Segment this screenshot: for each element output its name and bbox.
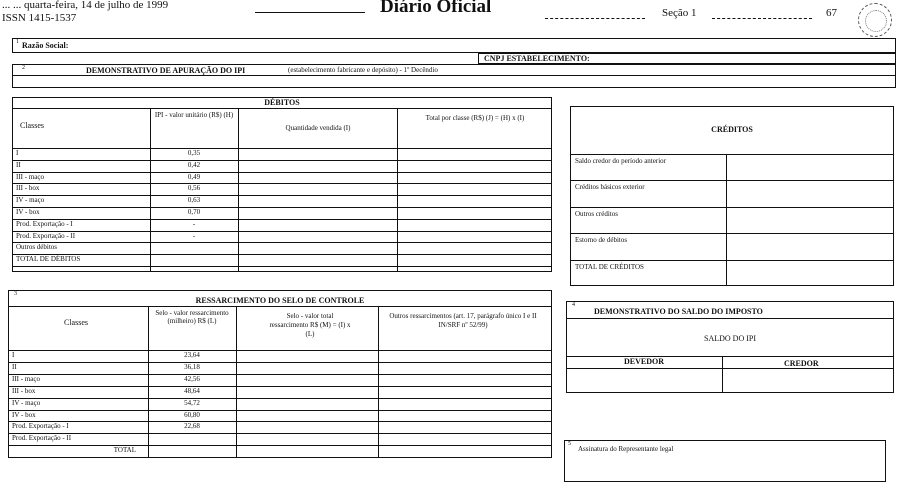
debitos-row-classe: IV - maço <box>16 196 45 205</box>
debitos-row-classe: III - box <box>16 184 40 193</box>
debitos-header-total: Total por classe (R$) (J) = (H) x (I) <box>425 114 525 122</box>
debitos-row-valor: - <box>192 231 196 240</box>
debitos-row-classe: Outros débitos <box>16 243 58 252</box>
debitos-row-classe: TOTAL DE DÉBITOS <box>16 255 81 264</box>
ressarcimento-row-valor: 36,18 <box>184 362 200 371</box>
debitos-row-line <box>12 242 552 243</box>
header-date-line: ... ... quarta-feira, 14 de julho de 1999 <box>2 0 169 11</box>
ressarcimento-row-valor: 54,72 <box>184 398 200 407</box>
debitos-header-quantidade: Quantidade vendida (I) <box>285 124 351 132</box>
creditos-title: CRÉDITOS <box>711 125 753 134</box>
ressarcimento-row-classe: Prod. Exportação - I <box>12 422 69 431</box>
debitos-row-valor: 0,35 <box>187 149 201 157</box>
ressarcimento-row-valor: 48,64 <box>184 386 200 395</box>
creditos-row-label: Créditos básicos exterior <box>575 183 645 192</box>
header-issn: ISSN 1415-1537 <box>2 12 77 24</box>
assinatura-number: 5 <box>568 441 571 447</box>
debitos-row-line <box>12 172 552 173</box>
ressarcimento-row-classe: III - maço <box>12 374 40 383</box>
demonstrativo-subtitle: (estabelecimento fabricante e depósito) - 1º Decêndio <box>288 66 438 74</box>
debitos-row-valor: 0,70 <box>187 208 201 216</box>
demonstrativo-number: 2 <box>22 65 25 71</box>
debitos-row-line <box>12 183 552 184</box>
debitos-row-line <box>12 207 552 208</box>
ressarcimento-header-outros: Outros ressarcimentos (art. 17, parágrafo único I e II IN/SRF nº 52/99) <box>389 312 537 329</box>
creditos-row-label: Estorno de débitos <box>575 236 628 245</box>
header-page-number: 67 <box>826 7 837 19</box>
ressarcimento-header-classes: Classes <box>64 318 88 327</box>
ressarcimento-row-line <box>8 386 552 387</box>
ressarcimento-row-classe: I <box>12 351 15 359</box>
debitos-row-classe: Prod. Exportação - II <box>16 231 76 240</box>
debitos-row-classe: III - maço <box>16 172 44 181</box>
saldo-title: DEMONSTRATIVO DO SALDO DO IMPOSTO <box>594 307 763 316</box>
creditos-row-label: Outros créditos <box>575 209 618 218</box>
debitos-row-line <box>12 160 552 161</box>
ressarcimento-row-valor: 23,64 <box>184 351 200 359</box>
debitos-row-valor: 0,42 <box>187 160 201 169</box>
ressarcimento-row-line <box>8 374 552 375</box>
demonstrativo-band <box>12 76 896 88</box>
debitos-row-classe: I <box>16 149 19 157</box>
creditos-row-line <box>570 260 894 261</box>
header-title: Diário Oficial <box>380 0 492 17</box>
demonstrativo-title: DEMONSTRATIVO DE APURAÇÃO DO IPI <box>86 66 246 75</box>
razao-social-field <box>12 38 896 53</box>
ressarcimento-row-line <box>8 445 552 446</box>
saldo-number: 4 <box>572 302 575 308</box>
razao-social-label: Razão Social: <box>22 41 69 50</box>
header-section: Seção 1 <box>662 7 697 19</box>
ressarcimento-number: 3 <box>14 291 17 297</box>
assinatura-label: Assinatura do Representante legal <box>578 445 674 453</box>
saldo-credor-label: CREDOR <box>784 359 819 368</box>
debitos-row-line <box>12 219 552 220</box>
debitos-row-line <box>12 254 552 255</box>
ressarcimento-row-valor: 22,68 <box>184 422 200 431</box>
ressarcimento-row-line <box>8 398 552 399</box>
creditos-row-label: Saldo credor do período anterior <box>575 157 666 165</box>
debitos-header-classes: Classes <box>20 121 44 130</box>
debitos-row-line <box>12 195 552 196</box>
ressarcimento-row-line <box>8 421 552 422</box>
header-rule-right <box>712 18 812 19</box>
debitos-row-valor: - <box>192 219 196 228</box>
ressarcimento-row-classe: IV - box <box>12 410 36 419</box>
ressarcimento-row-classe: Prod. Exportação - II <box>12 434 72 443</box>
cnpj-label: CNPJ ESTABELECIMENTO: <box>484 54 590 63</box>
debitos-row-valor: 0,63 <box>187 196 201 205</box>
debitos-row-line <box>12 266 552 267</box>
saldo-subtitle: SALDO DO IPI <box>704 334 756 343</box>
ressarcimento-row-line <box>8 362 552 363</box>
creditos-row-label: TOTAL DE CRÉDITOS <box>575 262 644 271</box>
ressarcimento-row-classe: III - box <box>12 386 36 395</box>
ressarcimento-row-line <box>8 433 552 434</box>
ressarcimento-row-valor: 42,56 <box>184 374 200 383</box>
header-rule-mid <box>545 18 645 19</box>
debitos-row-line <box>12 231 552 232</box>
official-seal-icon <box>858 3 892 37</box>
debitos-header-valor: IPI - valor unitário (R$) (H) <box>154 111 234 119</box>
ressarcimento-row-valor: 60,80 <box>184 410 200 419</box>
header-rule-left <box>255 12 365 13</box>
creditos-row-line <box>570 207 894 208</box>
ressarcimento-row-line <box>8 410 552 411</box>
debitos-row-classe: II <box>16 160 21 169</box>
debitos-title: DÉBITOS <box>264 98 300 107</box>
creditos-row-line <box>570 233 894 234</box>
debitos-row-classe: Prod. Exportação - I <box>16 219 73 228</box>
debitos-row-valor: 0,56 <box>187 184 201 193</box>
ressarcimento-row-classe: II <box>12 362 17 371</box>
debitos-row-classe: IV - box <box>16 208 40 216</box>
razao-social-number: 1 <box>16 39 19 45</box>
ressarcimento-header-selo: Selo - valor ressarcimento (milheiro) R$ (L) <box>155 309 229 326</box>
ressarcimento-row-classe: IV - maço <box>12 398 41 407</box>
ressarcimento-header-total: Selo - valor total ressarcimento R$ (M) = (I) x (L) <box>269 312 351 338</box>
ressarcimento-title: RESSARCIMENTO DO SELO DE CONTROLE <box>195 296 365 305</box>
debitos-row-valor: 0,49 <box>187 172 201 181</box>
saldo-devedor-label: DEVEDOR <box>624 357 665 366</box>
creditos-row-line <box>570 180 894 181</box>
ressarcimento-total-label: TOTAL <box>113 446 136 455</box>
